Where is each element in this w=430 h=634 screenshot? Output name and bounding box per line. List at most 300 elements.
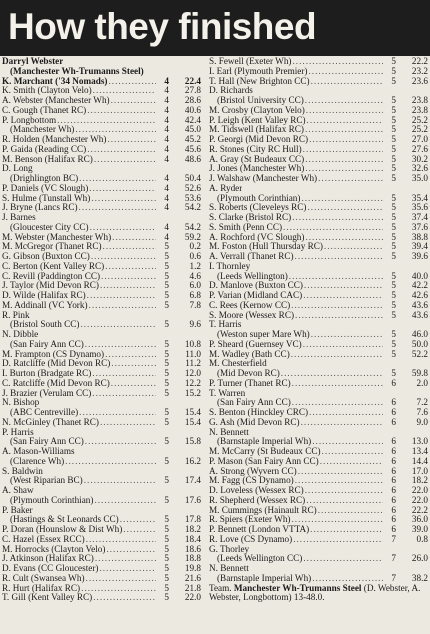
rider-name: (Hastings & St Leonards CC) <box>10 515 119 525</box>
hours: 5 <box>164 543 169 554</box>
result-row <box>2 155 201 165</box>
minutes-seconds: 38.2 <box>411 572 428 583</box>
result-row <box>2 184 201 194</box>
hours: 5 <box>391 280 396 291</box>
hours: 5 <box>391 192 396 203</box>
leader-dots <box>318 506 383 516</box>
minutes-seconds: 11.2 <box>185 358 201 369</box>
minutes-seconds: 39.6 <box>411 251 428 261</box>
leader-dots <box>309 67 384 77</box>
minutes-seconds: 37.4 <box>411 212 428 222</box>
rider-name: P. Doran (Hounslow & Dist Wh) <box>2 525 123 534</box>
minutes-seconds: 26.0 <box>411 553 428 564</box>
result-row <box>2 125 201 135</box>
hours: 5 <box>164 377 169 388</box>
leader-dots <box>89 301 156 311</box>
rider-name: (Manchester Wh) <box>10 125 75 135</box>
result-row <box>2 164 201 174</box>
result-row <box>2 447 201 457</box>
leader-dots <box>322 447 383 457</box>
minutes-seconds: 50.4 <box>184 173 201 183</box>
leader-dots <box>298 467 383 477</box>
result-row <box>2 194 201 204</box>
result-row <box>2 320 201 330</box>
minutes-seconds: 25.2 <box>411 114 428 125</box>
rider-name: P. Daniels (VC Slough) <box>2 183 89 193</box>
rider-name: R. Holden (Manchester Wh) <box>2 135 107 144</box>
leader-dots <box>105 350 156 360</box>
leader-dots <box>292 213 383 223</box>
rider-name: P. Georgi (Mid Devon RC) <box>209 135 309 144</box>
rider-name: P. Varian (Midland CAC) <box>209 291 303 300</box>
leader-dots <box>291 515 383 525</box>
leader-dots <box>80 320 156 330</box>
rider-name: N. Dibble <box>2 330 39 339</box>
leader-dots <box>92 369 156 379</box>
minutes-seconds: 11.0 <box>185 348 201 359</box>
minutes-seconds: 28.6 <box>184 95 201 105</box>
hours: 6 <box>391 407 396 417</box>
minutes-seconds: 17.8 <box>184 514 201 525</box>
hours: 5 <box>391 251 396 261</box>
rider-name: J. Barnes <box>2 213 36 222</box>
minutes-seconds: 17.0 <box>411 465 428 476</box>
hours: 6 <box>391 446 396 456</box>
result-row <box>2 106 201 116</box>
leader-dots <box>291 350 383 360</box>
rider-name: R. Shepherd (Wessex RC) <box>209 495 306 505</box>
result-row <box>2 330 201 340</box>
leader-dots <box>305 155 383 165</box>
leader-dots <box>318 174 383 184</box>
minutes-seconds: 18.2 <box>411 475 428 486</box>
rider-name: R. Stones (City RC Hull) <box>209 144 302 154</box>
leader-dots <box>293 57 384 67</box>
result-row <box>2 476 201 486</box>
rider-name: S. Moore (Wessex RC) <box>209 310 295 320</box>
result-row <box>2 545 201 555</box>
minutes-seconds: 21.6 <box>184 572 201 583</box>
rider-name: C. Revill (Paddington CC) <box>2 271 101 281</box>
minutes-seconds: 23.2 <box>411 65 428 76</box>
rider-name: P. Leigh (Kent Valley RC) <box>209 115 306 125</box>
rider-name: C. Hazel (Essex RCC) <box>2 534 85 544</box>
rider-name: (Clarence Wh) <box>10 456 65 466</box>
minutes-seconds: 45.6 <box>184 143 201 154</box>
leader-dots <box>112 233 156 243</box>
hours: 5 <box>391 221 396 232</box>
result-row <box>209 418 428 428</box>
rider-name: R. Pink <box>2 310 30 320</box>
team-name: Manchester Wh-Trumanns Steel <box>233 582 362 593</box>
rider-name: (Barnstaple Imperial Wh) <box>217 437 312 447</box>
rider-name: N. Bennett <box>209 427 249 437</box>
hours: 5 <box>391 173 396 183</box>
results-column-left <box>2 57 201 603</box>
hours: 5 <box>391 104 396 115</box>
minutes-seconds: 0.2 <box>189 241 201 252</box>
rider-name: S. Smith (Penn CC) <box>209 222 283 232</box>
rider-name: M. Frampton (CS Dynamo) <box>2 349 105 359</box>
leader-dots <box>105 262 156 272</box>
rider-name: A. Strong (Wyvern CC) <box>209 466 297 476</box>
rider-name: C. Gough (Thanet RC) <box>2 105 87 115</box>
leader-dots <box>311 330 383 340</box>
leader-dots <box>111 96 156 106</box>
hours: 5 <box>391 65 396 76</box>
rider-name: (San Fairy Ann CC) <box>10 437 84 447</box>
hours: 5 <box>164 475 169 486</box>
rider-name: M. Benson (Halifax RC) <box>2 154 93 164</box>
results-column-right <box>209 57 428 603</box>
rider-name: P. Bennett (London VTTA) <box>209 525 310 534</box>
rider-name: M. Horrocks (Clayton Velo) <box>2 544 106 554</box>
hours: 5 <box>164 358 169 369</box>
hours: 5 <box>391 202 396 213</box>
headline-banner <box>0 0 430 56</box>
minutes-seconds: 59.2 <box>184 231 201 242</box>
hours: 6 <box>391 475 396 486</box>
rider-name: (Bristol University CC) <box>217 96 304 105</box>
result-row <box>209 252 428 262</box>
result-row <box>2 506 201 516</box>
rider-name: M. Webster (Manchester Wh) <box>2 232 112 242</box>
leader-dots <box>86 574 156 584</box>
team-label: Team. <box>209 582 232 593</box>
minutes-seconds: 12.0 <box>184 368 201 378</box>
leader-dots <box>100 281 156 291</box>
hours: 6 <box>391 514 396 525</box>
result-row <box>209 77 428 87</box>
result-row <box>2 252 201 262</box>
leader-dots <box>81 584 156 594</box>
leader-dots <box>79 174 156 184</box>
rider-name: K. Smith (Clayton Velo) <box>2 86 92 96</box>
leader-dots <box>57 116 156 126</box>
minutes-seconds: 7.8 <box>189 299 201 310</box>
leader-dots <box>92 389 156 399</box>
result-row <box>2 408 201 418</box>
minutes-seconds: 42.2 <box>411 280 428 291</box>
hours: 5 <box>164 533 169 544</box>
hours: 5 <box>391 212 396 222</box>
rider-name: R. Love (CS Dynamo) <box>209 534 293 544</box>
hours: 5 <box>164 260 169 271</box>
hours: 4 <box>164 75 169 86</box>
rider-name: J. Atkinson (Halifax RC) <box>2 554 94 564</box>
rider-name: P. Harris <box>2 427 34 437</box>
rider-name: M. Tidswell (Halifax RC) <box>209 125 304 135</box>
leader-dots <box>309 135 383 145</box>
leader-dots <box>91 252 156 262</box>
rider-name: N. McGinley (Thanet RC) <box>2 417 99 427</box>
hours: 6 <box>391 504 396 515</box>
rider-name: M. Fagg (CS Dynamo) <box>209 476 294 486</box>
leader-dots <box>311 77 383 87</box>
result-row <box>2 389 201 399</box>
result-row <box>2 145 201 155</box>
hours: 5 <box>391 143 396 154</box>
leader-dots <box>103 242 156 252</box>
minutes-seconds: 9.6 <box>189 319 201 330</box>
rider-name: D. Loveless (Wessex RC) <box>209 486 304 495</box>
hours: 4 <box>164 85 169 96</box>
minutes-seconds: 23.8 <box>411 95 428 105</box>
hours: 5 <box>164 241 169 252</box>
hours: 5 <box>164 338 169 349</box>
hours: 5 <box>164 348 169 359</box>
rider-name: N. Bishop <box>2 398 40 408</box>
rider-name: (Plymouth Corinthian) <box>10 495 94 505</box>
hours: 5 <box>164 319 169 330</box>
rider-name: M. Wadley (Bath CC) <box>209 349 290 359</box>
rider-name: P. Mason (San Fairy Ann CC) <box>209 456 319 466</box>
hours: 5 <box>391 56 396 66</box>
rider-name: (San Fairy Ann CC) <box>10 339 84 349</box>
result-row <box>2 77 201 87</box>
rider-name: D. Richards <box>209 86 253 96</box>
minutes-seconds: 27.8 <box>184 85 201 96</box>
hours: 5 <box>391 348 396 359</box>
minutes-seconds: 35.4 <box>411 192 428 203</box>
result-row <box>2 203 201 213</box>
rider-name: D. Long <box>2 164 33 174</box>
rider-name: D. Ratcliffe (Mid Devon RC) <box>2 359 111 369</box>
hours: 5 <box>164 572 169 583</box>
minutes-seconds: 0.6 <box>189 251 201 261</box>
result-row <box>2 233 201 243</box>
result-row <box>209 311 428 321</box>
leader-dots <box>307 203 383 213</box>
result-row <box>2 369 201 379</box>
leader-dots <box>305 96 383 106</box>
result-row <box>2 418 201 428</box>
minutes-seconds: 32.6 <box>411 163 428 174</box>
minutes-seconds: 40.6 <box>184 104 201 115</box>
rider-name: I. Thornley <box>209 261 251 271</box>
leader-dots <box>291 301 383 311</box>
minutes-seconds: 36.0 <box>411 514 428 525</box>
leader-dots <box>281 369 383 379</box>
minutes-seconds: 45.0 <box>184 124 201 135</box>
hours: 6 <box>391 397 396 408</box>
result-row <box>2 525 201 535</box>
leader-dots <box>84 476 156 486</box>
minutes-seconds: 10.8 <box>184 338 201 349</box>
minutes-seconds: 50.0 <box>411 338 428 349</box>
leader-dots <box>309 408 383 418</box>
hours: 5 <box>391 329 396 339</box>
result-row <box>2 398 201 408</box>
minutes-seconds: 4.6 <box>189 270 201 281</box>
leader-dots <box>111 359 156 369</box>
leader-dots <box>79 408 156 418</box>
minutes-seconds: 30.2 <box>411 153 428 164</box>
result-row <box>2 584 201 594</box>
result-row <box>2 359 201 369</box>
leader-dots <box>123 525 156 535</box>
result-row <box>2 272 201 282</box>
leader-dots <box>94 496 156 506</box>
rider-name: (ABC Centreville) <box>10 408 79 417</box>
leader-dots <box>79 203 156 213</box>
minutes-seconds: 38.8 <box>411 231 428 242</box>
hours: 5 <box>391 290 396 300</box>
minutes-seconds: 18.8 <box>184 553 201 564</box>
hours: 5 <box>391 75 396 86</box>
leader-dots <box>85 437 156 447</box>
rider-name: M. Addinall (VC York) <box>2 300 88 310</box>
leader-dots <box>292 398 383 408</box>
hours: 5 <box>164 494 169 505</box>
minutes-seconds: 2.0 <box>416 377 428 388</box>
hours: 4 <box>164 114 169 125</box>
rider-name: R. Hurt (Halifax RC) <box>2 583 81 593</box>
result-row <box>2 135 201 145</box>
rider-name: Darryl Webster <box>2 57 64 66</box>
minutes-seconds: 22.0 <box>411 485 428 495</box>
rider-name: (Weston super Mare Wh) <box>217 330 310 339</box>
rider-name: P. Longbottom <box>2 115 57 125</box>
minutes-seconds: 23.8 <box>411 104 428 115</box>
rider-name: A. Ryder <box>209 183 243 193</box>
hours: 5 <box>164 416 169 427</box>
hours: 5 <box>391 163 396 174</box>
minutes-seconds: 54.2 <box>184 202 201 213</box>
result-row <box>2 535 201 545</box>
result-row <box>2 67 201 77</box>
result-row <box>2 496 201 506</box>
rider-name: P. Baker <box>2 505 33 515</box>
hours: 5 <box>164 436 169 447</box>
leader-dots <box>303 291 383 301</box>
result-row <box>2 57 201 67</box>
minutes-seconds: 48.6 <box>184 153 201 164</box>
result-row <box>2 379 201 389</box>
result-row <box>2 574 201 584</box>
team-result <box>209 584 428 604</box>
result-row <box>2 486 201 496</box>
minutes-seconds: 40.0 <box>411 270 428 281</box>
leader-dots <box>89 184 156 194</box>
result-row <box>2 311 201 321</box>
minutes-seconds: 27.0 <box>411 134 428 144</box>
rider-name: S. Hulme (Tunstall Wh) <box>2 193 91 203</box>
hours: 5 <box>164 387 169 398</box>
leader-dots <box>120 515 156 525</box>
minutes-seconds: 39.4 <box>411 241 428 252</box>
leader-dots <box>87 145 156 155</box>
leader-dots <box>305 164 383 174</box>
minutes-seconds: 54.2 <box>184 221 201 232</box>
team-detail: (D. Webster, A. Webster, Longbottom) 13-48.0. <box>209 582 421 603</box>
minutes-seconds: 52.6 <box>184 182 201 193</box>
rider-name: R. Spiers (Exeter Wh) <box>209 515 291 525</box>
rider-name: J. Walshaw (Manchester Wh) <box>209 174 318 183</box>
hours: 5 <box>391 368 396 378</box>
result-row <box>2 564 201 574</box>
result-row <box>209 350 428 360</box>
rider-name: S. Fewell (Exeter Wh) <box>209 57 292 66</box>
hours: 4 <box>164 182 169 193</box>
rider-name: T. Gill (Kent Valley RC) <box>2 593 93 603</box>
leader-dots <box>91 194 156 204</box>
minutes-seconds: 15.8 <box>184 436 201 447</box>
rider-name: (Barnstaple Imperial Wh) <box>217 573 312 583</box>
rider-name: A. Verrall (Thanet RC) <box>209 252 294 261</box>
result-row <box>209 379 428 389</box>
minutes-seconds: 18.6 <box>184 543 201 554</box>
minutes-seconds: 13.4 <box>411 446 428 456</box>
minutes-seconds: 13.0 <box>411 436 428 447</box>
minutes-seconds: 21.8 <box>184 582 201 593</box>
rider-name: C. Rees (Kernow CC) <box>209 300 291 310</box>
hours: 4 <box>164 134 169 144</box>
hours: 5 <box>391 338 396 349</box>
minutes-seconds: 18.2 <box>184 524 201 534</box>
rider-name: (Manchester Wh-Trumanns Steel) <box>10 66 144 76</box>
hours: 5 <box>391 231 396 242</box>
rider-name: (Plymouth Corinthian) <box>217 193 301 203</box>
hours: 6 <box>391 436 396 447</box>
minutes-seconds: 37.6 <box>411 221 428 232</box>
rider-name: J. Bryne (Lancs RC) <box>2 203 78 213</box>
hours: 4 <box>164 231 169 242</box>
results-list-right <box>209 57 428 584</box>
rider-name: (Gloucester City CC) <box>10 222 89 232</box>
result-row <box>2 340 201 350</box>
hours: 6 <box>391 494 396 505</box>
leader-dots <box>75 125 156 135</box>
hours: 5 <box>391 153 396 164</box>
minutes-seconds: 22.4 <box>184 75 201 86</box>
minutes-seconds: 27.6 <box>411 143 428 154</box>
leader-dots <box>301 418 383 428</box>
minutes-seconds: 22.2 <box>411 56 428 66</box>
rider-name: T. Warren <box>209 388 246 398</box>
rider-name: J. Taylor (Mid Devon RC) <box>2 281 99 291</box>
hours: 5 <box>164 455 169 466</box>
hours: 5 <box>164 553 169 564</box>
rider-name: (Drighlington BC) <box>10 174 79 183</box>
hours: 5 <box>391 114 396 125</box>
minutes-seconds: 12.2 <box>184 377 201 388</box>
leader-dots <box>93 86 156 96</box>
rider-name: T. Harris <box>209 320 242 330</box>
hours: 6 <box>391 465 396 476</box>
hours: 4 <box>164 221 169 232</box>
hours: 4 <box>164 173 169 183</box>
leader-dots <box>303 145 383 155</box>
leader-dots <box>301 194 383 204</box>
rider-name: R. Cult (Swansea Wh) <box>2 573 85 583</box>
hours: 5 <box>391 134 396 144</box>
result-row <box>2 301 201 311</box>
leader-dots <box>306 106 383 116</box>
minutes-seconds: 18.4 <box>184 533 201 544</box>
hours: 4 <box>164 192 169 203</box>
minutes-seconds: 6.0 <box>189 280 201 291</box>
rider-name: D. Manlove (Buxton CC) <box>209 281 303 291</box>
leader-dots <box>305 486 383 496</box>
rider-name: A. Shaw <box>2 486 34 495</box>
hours: 4 <box>164 124 169 135</box>
leader-dots <box>87 106 156 116</box>
rider-name: N. Bennett <box>209 564 249 573</box>
hours: 4 <box>164 153 169 164</box>
rider-name: M. Foston (Hull Thursday RC) <box>209 242 323 252</box>
rider-name: G. Thorley <box>209 544 250 554</box>
